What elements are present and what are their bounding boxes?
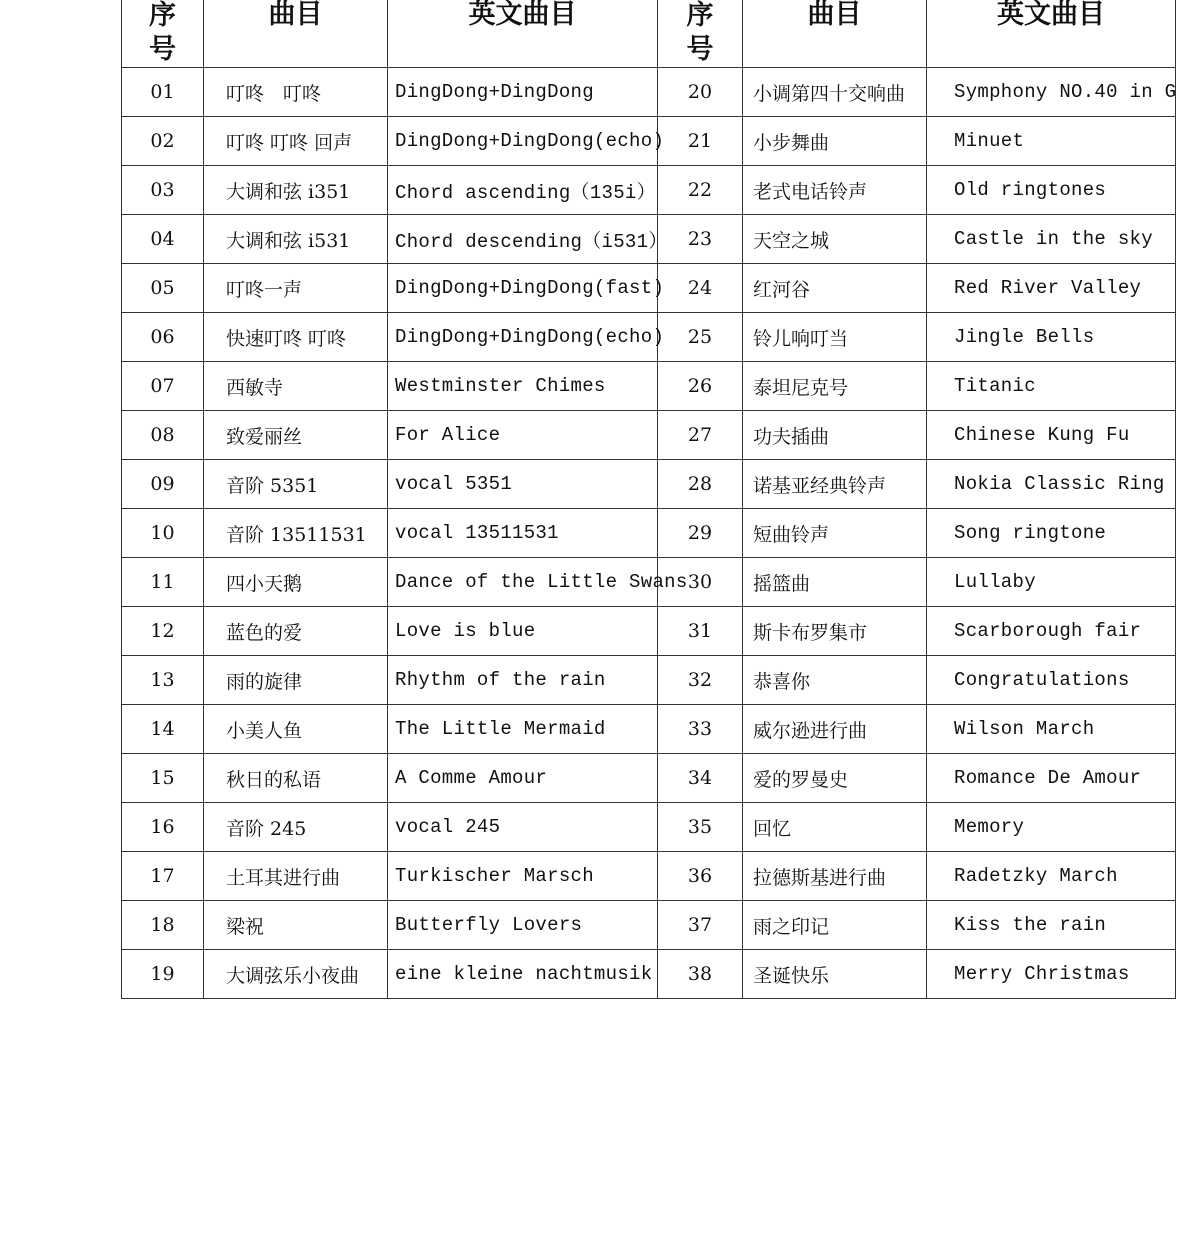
song-title-en-right: Jingle Bells [927, 313, 1176, 362]
song-number-left: 17 [122, 852, 204, 901]
song-title-cn-right: 短曲铃声 [743, 509, 927, 558]
song-title-cn-right: 摇篮曲 [743, 558, 927, 607]
song-number-right: 23 [658, 215, 743, 264]
song-title-cn-left: 快速叮咚 叮咚 [204, 313, 388, 362]
song-number-left: 02 [122, 117, 204, 166]
song-title-cn-left: 叮咚 叮咚 [204, 68, 388, 117]
song-title-en-left: vocal 245 [388, 803, 658, 852]
table-row [122, 313, 1176, 362]
song-title-en-left: Rhythm of the rain [388, 656, 658, 705]
table-body [122, 68, 1176, 999]
song-title-en-right: Kiss the rain [927, 901, 1176, 950]
song-title-cn-right: 小调第四十交响曲 [743, 68, 927, 117]
song-number-left: 18 [122, 901, 204, 950]
song-title-cn-left: 小美人鱼 [204, 705, 388, 754]
song-number-left: 10 [122, 509, 204, 558]
song-title-cn-right: 铃儿响叮当 [743, 313, 927, 362]
song-title-en-left: DingDong+DingDong(echo) [388, 313, 658, 362]
song-number-left: 05 [122, 264, 204, 313]
header-title-cn-left: 曲目 [204, 0, 388, 68]
song-title-en-right: Minuet [927, 117, 1176, 166]
table-row [122, 901, 1176, 950]
song-title-cn-left: 秋日的私语 [204, 754, 388, 803]
song-title-cn-left: 叮咚一声 [204, 264, 388, 313]
ringtone-table [121, 0, 1176, 999]
song-title-cn-right: 天空之城 [743, 215, 927, 264]
song-number-right: 28 [658, 460, 743, 509]
song-title-cn-right: 泰坦尼克号 [743, 362, 927, 411]
song-number-left: 07 [122, 362, 204, 411]
song-number-right: 26 [658, 362, 743, 411]
table-row [122, 754, 1176, 803]
song-title-cn-left: 大调弦乐小夜曲 [204, 950, 388, 999]
song-title-cn-right: 斯卡布罗集市 [743, 607, 927, 656]
table-row [122, 852, 1176, 901]
song-number-right: 29 [658, 509, 743, 558]
song-title-en-right: Castle in the sky [927, 215, 1176, 264]
song-title-cn-right: 雨之印记 [743, 901, 927, 950]
song-title-cn-right: 诺基亚经典铃声 [743, 460, 927, 509]
song-number-left: 19 [122, 950, 204, 999]
song-title-en-left: A Comme Amour [388, 754, 658, 803]
song-number-right: 21 [658, 117, 743, 166]
table-row [122, 950, 1176, 999]
song-title-cn-right: 小步舞曲 [743, 117, 927, 166]
table-header-row [122, 0, 1176, 68]
song-title-cn-left: 雨的旋律 [204, 656, 388, 705]
table-row [122, 705, 1176, 754]
table-row [122, 656, 1176, 705]
header-title-en-right: 英文曲目 [927, 0, 1176, 68]
song-title-en-left: Westminster Chimes [388, 362, 658, 411]
table-row [122, 460, 1176, 509]
song-number-left: 12 [122, 607, 204, 656]
song-title-en-right: Red River Valley [927, 264, 1176, 313]
song-title-cn-left: 叮咚 叮咚 回声 [204, 117, 388, 166]
song-title-en-left: DingDong+DingDong(fast) [388, 264, 658, 313]
table-row [122, 509, 1176, 558]
song-title-en-left: Chord descending（i531） [388, 215, 658, 264]
song-title-cn-left: 大调和弦 i351 [204, 166, 388, 215]
table-row [122, 558, 1176, 607]
song-number-right: 31 [658, 607, 743, 656]
song-title-en-left: Butterfly Lovers [388, 901, 658, 950]
header-title-en-left: 英文曲目 [388, 0, 658, 68]
song-title-en-right: Old ringtones [927, 166, 1176, 215]
song-title-en-right: Lullaby [927, 558, 1176, 607]
song-title-en-right: Scarborough fair [927, 607, 1176, 656]
table-row [122, 215, 1176, 264]
song-title-cn-right: 拉德斯基进行曲 [743, 852, 927, 901]
song-title-en-right: Congratulations [927, 656, 1176, 705]
table-row [122, 607, 1176, 656]
table-row [122, 803, 1176, 852]
song-title-en-left: Chord ascending（135i） [388, 166, 658, 215]
song-title-en-right: Nokia Classic Ring [927, 460, 1176, 509]
header-number-left: 序号 [122, 0, 204, 68]
song-number-left: 13 [122, 656, 204, 705]
song-number-right: 36 [658, 852, 743, 901]
table-row [122, 166, 1176, 215]
song-title-en-right: Titanic [927, 362, 1176, 411]
song-number-right: 35 [658, 803, 743, 852]
song-title-en-right: Wilson March [927, 705, 1176, 754]
song-title-cn-left: 致爱丽丝 [204, 411, 388, 460]
song-title-en-left: DingDong+DingDong(echo) [388, 117, 658, 166]
song-number-right: 38 [658, 950, 743, 999]
table-row [122, 117, 1176, 166]
song-title-en-left: DingDong+DingDong [388, 68, 658, 117]
song-title-cn-left: 音阶 245 [204, 803, 388, 852]
song-title-cn-right: 回忆 [743, 803, 927, 852]
song-title-cn-right: 功夫插曲 [743, 411, 927, 460]
song-title-en-left: Turkischer Marsch [388, 852, 658, 901]
song-title-cn-left: 四小天鹅 [204, 558, 388, 607]
song-number-right: 22 [658, 166, 743, 215]
song-title-en-left: For Alice [388, 411, 658, 460]
song-title-en-left: vocal 13511531 [388, 509, 658, 558]
song-title-en-right: Radetzky March [927, 852, 1176, 901]
table-row [122, 68, 1176, 117]
song-title-cn-left: 蓝色的爱 [204, 607, 388, 656]
song-number-left: 08 [122, 411, 204, 460]
table-row [122, 411, 1176, 460]
song-number-right: 25 [658, 313, 743, 362]
song-title-cn-left: 音阶 5351 [204, 460, 388, 509]
song-title-cn-left: 梁祝 [204, 901, 388, 950]
song-title-cn-right: 爱的罗曼史 [743, 754, 927, 803]
header-title-cn-right: 曲目 [743, 0, 927, 68]
song-title-en-right: Symphony NO.40 in G [927, 68, 1176, 117]
song-number-right: 30 [658, 558, 743, 607]
song-number-right: 37 [658, 901, 743, 950]
song-title-en-right: Chinese Kung Fu [927, 411, 1176, 460]
song-number-right: 33 [658, 705, 743, 754]
song-number-left: 01 [122, 68, 204, 117]
song-number-left: 14 [122, 705, 204, 754]
song-title-cn-left: 音阶 13511531 [204, 509, 388, 558]
song-number-right: 32 [658, 656, 743, 705]
song-number-left: 04 [122, 215, 204, 264]
song-title-cn-right: 恭喜你 [743, 656, 927, 705]
song-title-cn-right: 威尔逊进行曲 [743, 705, 927, 754]
song-number-left: 03 [122, 166, 204, 215]
table-row [122, 362, 1176, 411]
song-title-en-right: Song ringtone [927, 509, 1176, 558]
song-title-en-right: Memory [927, 803, 1176, 852]
song-title-en-left: eine kleine nachtmusik [388, 950, 658, 999]
song-number-right: 34 [658, 754, 743, 803]
song-title-cn-right: 红河谷 [743, 264, 927, 313]
song-title-cn-right: 圣诞快乐 [743, 950, 927, 999]
song-title-en-right: Romance De Amour [927, 754, 1176, 803]
song-number-left: 09 [122, 460, 204, 509]
song-title-cn-right: 老式电话铃声 [743, 166, 927, 215]
song-title-cn-left: 大调和弦 i531 [204, 215, 388, 264]
song-title-en-left: The Little Mermaid [388, 705, 658, 754]
song-title-en-left: Dance of the Little Swans [388, 558, 658, 607]
song-number-right: 27 [658, 411, 743, 460]
header-number-right: 序号 [658, 0, 743, 68]
song-number-left: 11 [122, 558, 204, 607]
song-title-cn-left: 西敏寺 [204, 362, 388, 411]
song-title-en-left: vocal 5351 [388, 460, 658, 509]
song-title-en-left: Love is blue [388, 607, 658, 656]
song-number-left: 06 [122, 313, 204, 362]
song-title-cn-left: 土耳其进行曲 [204, 852, 388, 901]
song-number-right: 20 [658, 68, 743, 117]
song-number-left: 16 [122, 803, 204, 852]
song-title-en-right: Merry Christmas [927, 950, 1176, 999]
table-row [122, 264, 1176, 313]
song-number-right: 24 [658, 264, 743, 313]
song-number-left: 15 [122, 754, 204, 803]
